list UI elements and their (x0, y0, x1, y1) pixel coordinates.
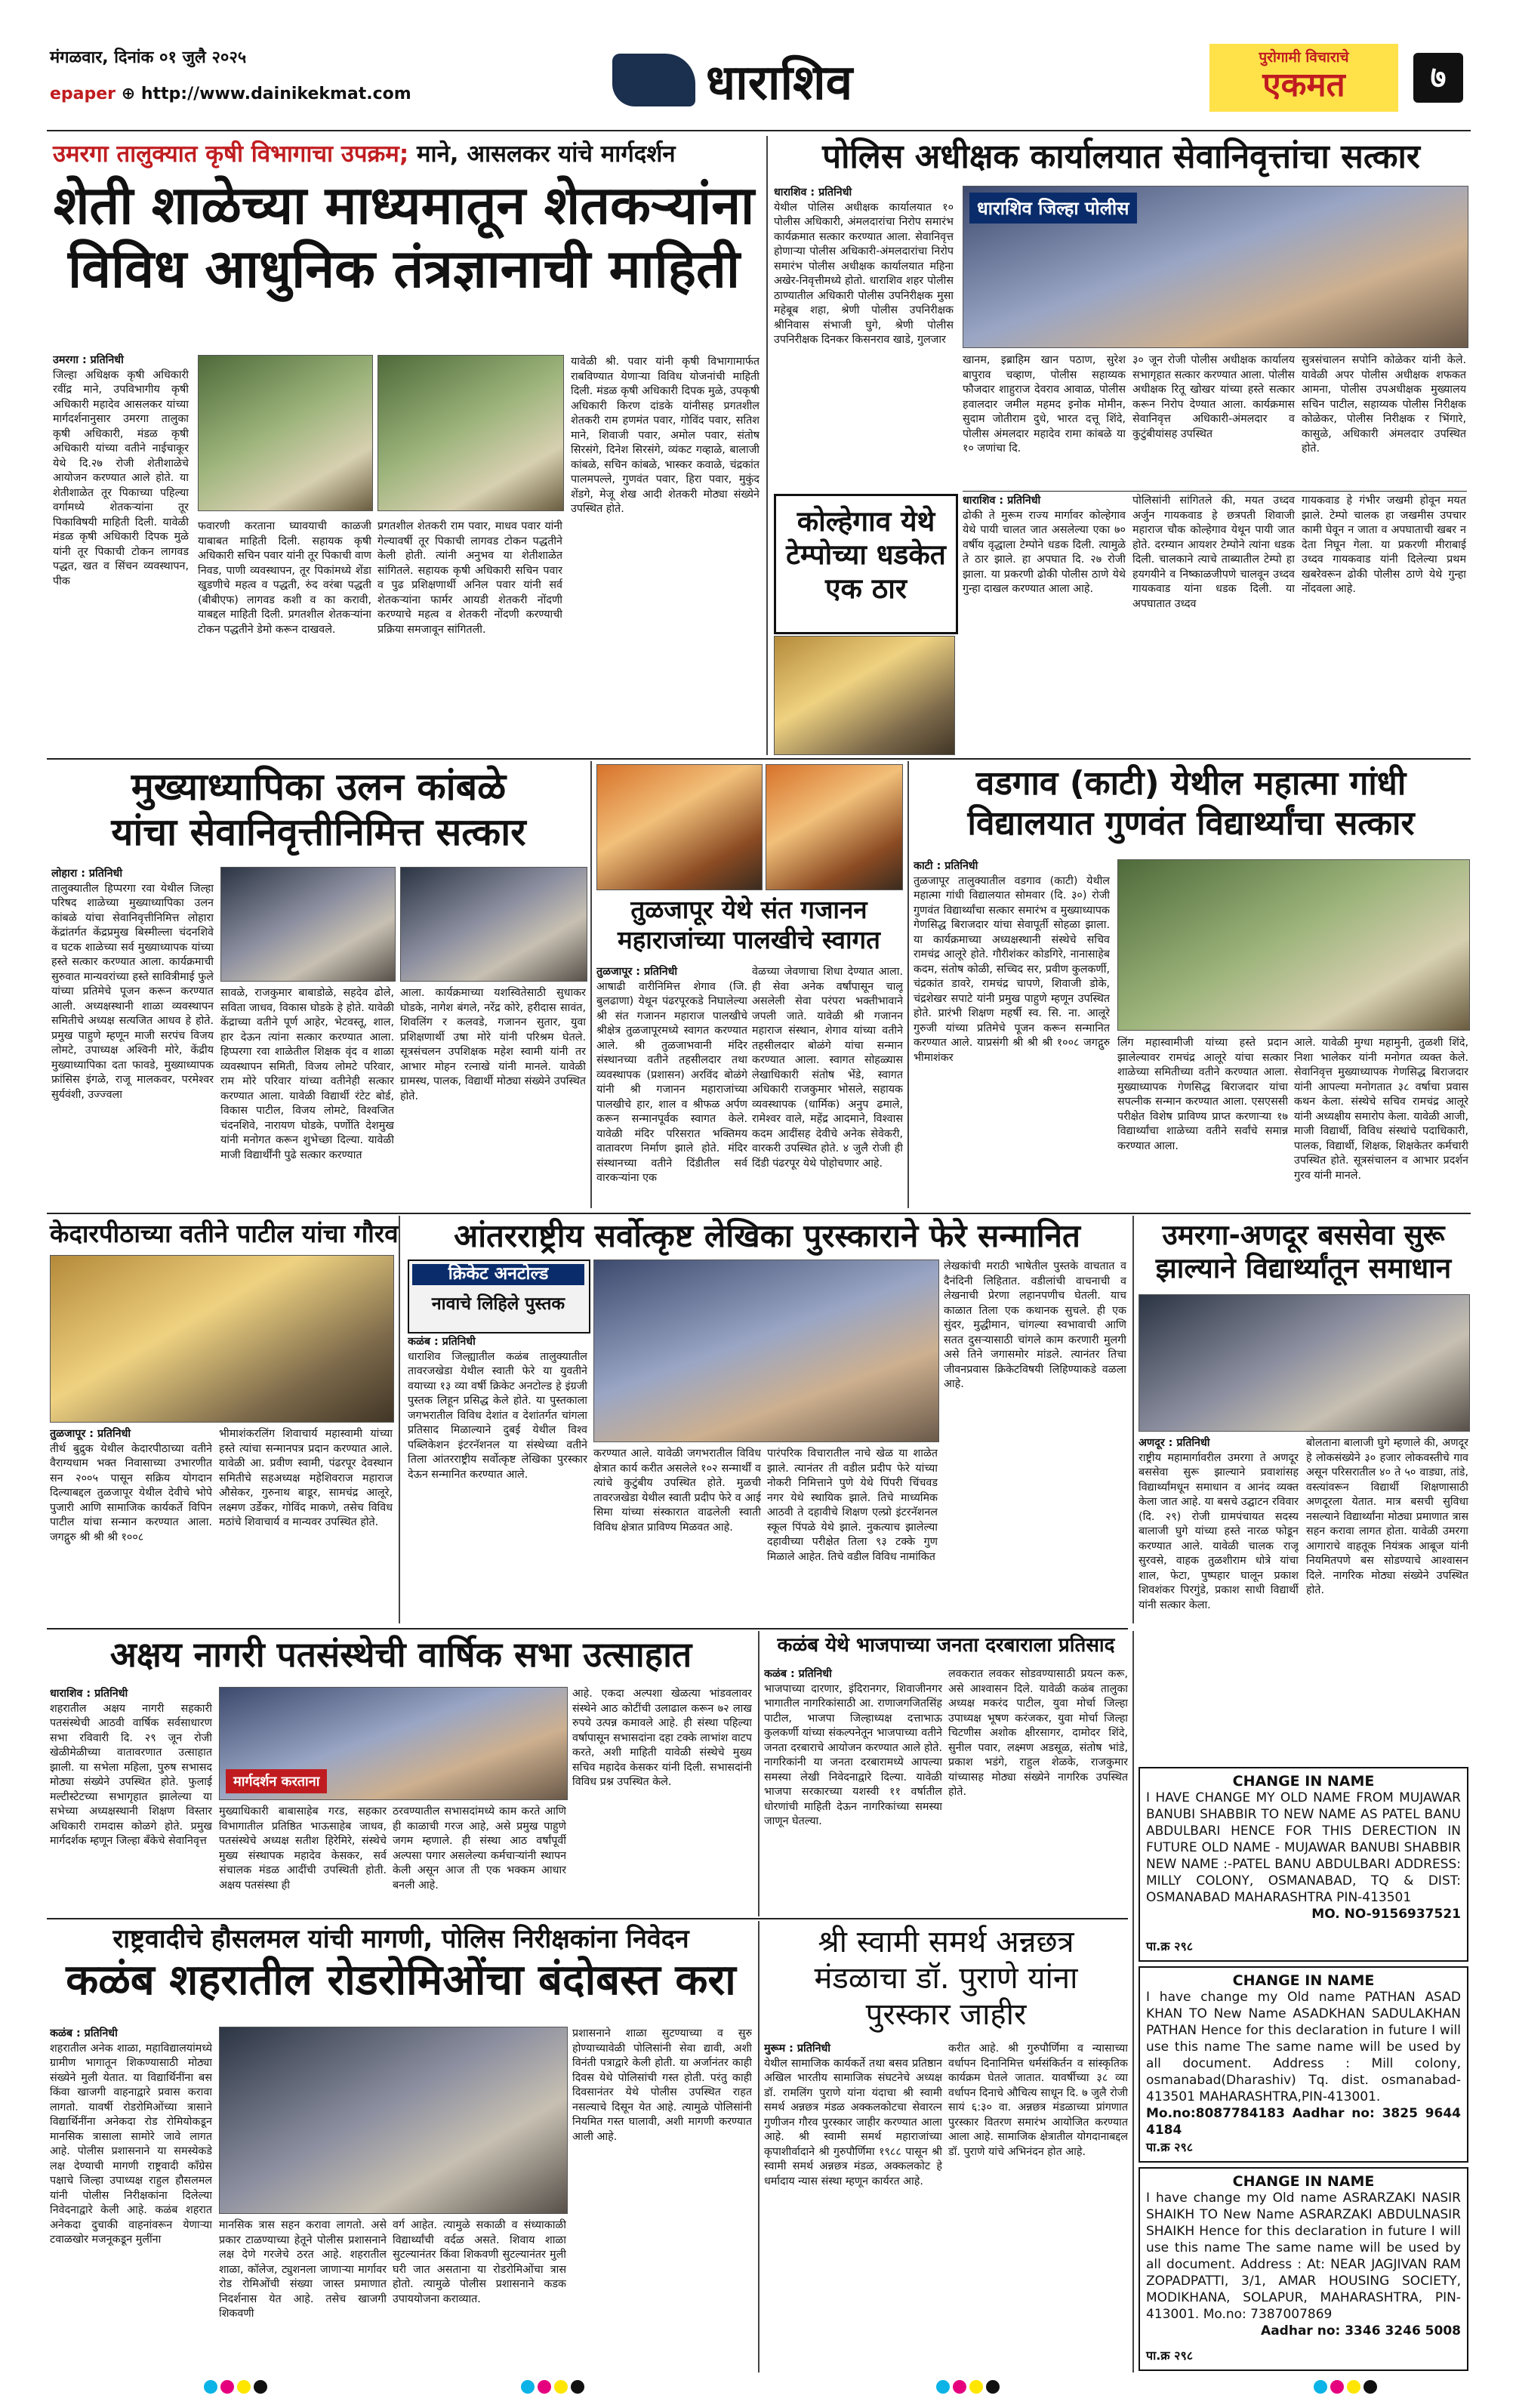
globe-icon: ⊕ (121, 85, 136, 103)
a1-headline-line2: विविध आधुनिक तंत्रज्ञानाची माहिती (67, 238, 740, 300)
a7-col2: भीमाशंकरलिंग शिवाचार्य महास्वामी यांच्या हस्ते त्यांचा सन्मानपत्र प्रदान करण्यात आले. यावेळी आ. प्रवीण स्वामी, पंढरपूर देवस्थान समितीचे सहअध्यक्ष महेशिवराज महाराज औसेकर, गुरुनाथ बाडूर, सामचंद्र आलूरे, लक्ष्मण उर्डेकर, गोविंद माकणे, तसेच विविध मठांचे शिवाचार्य व मान्यवर उपस्थित होते. (219, 1428, 393, 1528)
column-divider (766, 136, 768, 755)
a7-text: तीर्थ बुद्रुक येथील केदारपीठाच्या वतीने वैराग्यधाम भक्त निवासाच्या उभारणीत सन २००५ पासून सक्रिय योगदान दिल्याबद्दल तुळजापूर येथील देवीचे भोपे पुजारी आणि सामाजिक कार्यकर्ते विपिन पाटील यांचा सन्मान करण्यात आला. जगद्गुरु श्री श्री श्री १००८ (50, 1442, 212, 1543)
ad-3-text: I have change my Old name ASRARZAKI NASIR SHAIKH TO New Name ASRARZAKI ABDULNASIR SHAIKH Hence for this declaration in future I will use this name The same name will be used by all document. Address : At: NEAR JAGJIVAN RAM ZOPADPATTI, 3/1, AMAR HOUSING SOCIETY, MODIKHANA, SOLAPUR, MAHARASHTRA, PIN-413001. Mo.no: 7387007869 (1146, 2191, 1461, 2322)
a9-text: राष्ट्रीय महामार्गावरील उमरगा ते अणदूर बससेवा सुरू झाल्याने प्रवाशांसह विद्यार्थ्यांमधून समाधान व आनंद व्यक्त केला जात आहे. या बसचे उद्घाटन रविवार (दि. २९) रोजी ग्रामपंचायत सदस्य बालाजी घुगे यांच्या हस्ते नारळ फोडून करण्यात आले. यावेळी चालक राजू सुरवसे, वाहक तुळशीराम धोत्रे यांचा शाल, फेटा, पुष्पहार घालून प्रकाश शिवशंकर पिरगुंडे, प्रकाश साधी विद्यार्थी यांनी सत्कार केला. (1139, 1451, 1299, 1611)
epaper-label: epaper (50, 85, 116, 103)
a5-photo-2 (766, 764, 903, 890)
section-rule (47, 1628, 1128, 1629)
a6-headline-line2: विद्यालयात गुणवंत विद्यार्थ्यांचा सत्कार (967, 803, 1415, 843)
ad-1-text: I HAVE CHANGE MY OLD NAME FROM MUJAWAR BANUBI SHABBIR TO NEW NAME AS PATEL BANU ABDULBARI HENCE FOR THIS DERECTION IN FUTURE OLD NAME - MUJAWAR BANUBI SHABBIR NEW NAME :-PATEL BANU ABDULBARI ADDRESS: MILLY COLONY, OSMANABAD, TQ & DIST: OSMANABAD MAHARASHTRA PIN-413501 (1146, 1790, 1461, 1905)
a7-col1 (50, 1427, 212, 1622)
a10-byline: धाराशिव : प्रतिनिधी (50, 1688, 128, 1700)
a8-subhead-box (408, 1259, 590, 1333)
a8-col3: पारंपरिक विचारातील नाचे खेळ या शाळेत झाले. त्यानंतर ती वडील प्रदीप फेरे यांच्या नोकरी निमित्ताने पुणे येथे पिंपरी चिंचवड नगर येथे स्थायिक झाले. तिचे माध्यमिक आठवी ते दहावीचे शिक्षण एल्प्रो इंटरनॅशनल स्कूल पिंपळे येथे झाले. नुकत्याच झालेल्या दहावीच्या परीक्षेत तिला ९३ टक्के गुण मिळाले आहेत. तिचे वडील विविध नामांकित (767, 1448, 938, 1563)
a11-col1 (764, 1667, 942, 1913)
a12-col4: प्रशासनाने शाळा सुटण्याच्या व सुरु होण्याच्यावेळी पोलिसांनी सेवा द्यावी, अशी विनंती पत्राद्वारे केली होती. या अर्जानंतर काही दिवस येथे पोलिसांची गस्त होती. परंतु काही दिवसानंतर येथे पोलीस उपस्थित राहत नसल्याचे दिसून येत आहे. त्यामुळे पोलिसांनी नियमित गस्त घालावी, अशी मागणी करण्यात आली आहे. (572, 2027, 752, 2143)
a12-col3: वर्ग आहेत. त्यामुळे सकाळी व संध्याकाळी विद्यार्थ्यांची वर्दळ असते. शिवाय शाळा सुटल्यानंतर किंवा शिकवणी सुटल्यानंतर मुली घरी जात असताना या रोडरोमिओंचा त्रास होतो. त्यामुळे पोलीस प्रशासनाने कडक उपाययोजना कराव्यात. (393, 2219, 566, 2305)
a6-byline: काटी : प्रतिनिधी (914, 860, 978, 872)
a6-text: तुळजापूर तालुक्यातील वडगाव (काटी) येथील महात्मा गांधी विद्यालयात सोमवार (दि. ३०) रोजी गुणवंत विद्यार्थ्यांचा सत्कार समारंभ व मुख्याध्यापक गेणसिद्ध बिराजदार यांचा सेवापूर्ती सोहळा झाला. या कार्यक्रमाच्या अध्यक्षस्थानी संस्थेचे सचिव रामचंद्र आलूरे होते. गौरीशंकर कोडगिरे, नानासाहेब कदम, संतोष कोळी, सच्चिद सर, प्रवीण कुलकर्णी, चंद्रकांत डावरे, रामचंद्र चापणे, शिवाजी डोके, चंद्रशेखर सपाटे यांनी प्रमुख पाहुणे म्हणून उपस्थित होते. प्रारंभी शिक्षण महर्षी स्व. सि. ना. आलूरे गुरुजी यांच्या प्रतिमेचे पूजन करून सन्मानित करण्यात आले. याप्रसंगी श्री श्री श्री १००८ जगद्गुरु भीमाशंकर (914, 874, 1110, 1064)
a9-col2: बोलताना बालाजी घुगे म्हणाले की, अणदूर हे लोकसंख्येने ३० हजार लोकवस्तीचे गाव असून परिसरातील ४० ते ५० वाड्या, तांडे, वस्त्यांवरून विद्यार्थी शिक्षणासाठी अणदूरला येतात. मात्र बसची सुविधा नसल्याने विद्यार्थ्यांना मोठ्या प्रमाणात त्रास सहन करावा लागत होता. यावेळी उमरगा आगाराचे वाहतूक नियंत्रक आबूज यांनी नियमितपणे बस सोडण्याचे आश्वासन दिले. नागरिक मोठ्या संख्येने उपस्थित होते. (1306, 1437, 1468, 1596)
a8-col2: करण्यात आले. यावेळी जगभरातील विविध क्षेत्रात कार्य करीत असलेले १०२ सन्मार्थीं व त्यांचे कुटुंबीय उपस्थित होते. मुळची तावरजखेडा येथील स्वाती प्रदीप फेरे व आई सिमा यांच्या संस्कारात वाढलेली स्वाती विविध क्षेत्रात प्राविण्य मिळवत आहे. (593, 1448, 761, 1534)
a5-headline (596, 895, 901, 954)
ad-1-title: CHANGE IN NAME (1232, 1773, 1375, 1790)
a2-byline: धाराशिव : प्रतिनिधी (774, 187, 852, 199)
column-divider (590, 761, 592, 1208)
a12-headline (50, 1924, 752, 2006)
a9-byline: अणदूर : प्रतिनिधी (1139, 1437, 1210, 1449)
a10-col1 (50, 1687, 212, 1913)
a13-headline-line3: पुरस्कार जाहीर (865, 1997, 1027, 2032)
section-rule (47, 1918, 1128, 1919)
ad-2-reg: पा.क्र २९८ (1146, 2140, 1194, 2154)
a2-photo-caption: धाराशिव जिल्हा पोलीस (969, 193, 1137, 224)
a13-col1 (764, 2042, 942, 2370)
page-number: ७ (1413, 53, 1463, 103)
ad-3-contact: Aadhar no: 3346 3246 5008 (1261, 2323, 1461, 2339)
a10-col4: आहे. एकदा अल्पशा खेळत्या भांडवलावर संस्थेने आठ कोटींची उलाढाल करून ७२ लाख रुपये उत्पन्न कमावले आहे. ही संस्था पहिल्या वर्षापासून सभासदांना दहा टक्के लाभांश वाटप करते, अशी माहिती यावेळी संस्थेचे मुख्य सचिव महादेव केसकर यांनी दिली. सभासदांनी विविध प्रश्न उपस्थित केले. (572, 1688, 752, 1788)
a1-col1 (53, 353, 189, 754)
a3-col3: गायकवाड हे गंभीर जखमी होवून मयत झाले. टेम्पो चालक हा जखमीस उपचार कामी घेवून न जाता व अपघाताची खबर न देता निघून गेला. या प्रकरणी मीराबाई उध्दव गायकवाड यांनी दिलेल्या प्रथम खबरेवरून ढोकी पोलीस ठाणे येथे गुन्हा नोंदवला आहे. (1302, 495, 1466, 595)
ad-1-contact: MO. NO-9156937521 (1311, 1907, 1461, 1922)
column-divider (1132, 1631, 1134, 2373)
issue-date: मंगळवार, दिनांक ०१ जुलै २०२५ (50, 48, 247, 67)
a1-byline: उमरगा : प्रतिनिधी (53, 354, 124, 366)
a12-byline: कळंब : प्रतिनिधी (50, 2027, 118, 2040)
ad-2-title: CHANGE IN NAME (1232, 1972, 1375, 1989)
ad-2 (1139, 1966, 1468, 2163)
a9-col1 (1139, 1436, 1299, 1761)
a3-col2: पोलिसांनी सांगितले की, मयत उध्दव अर्जुन गायकवाड हे छत्रपती शिवाजी महाराज चौक कोल्हेगाव येथून पायी जात होते. दरम्यान आयशर टेम्पोने त्यांना धडक दिली. चालकाने त्याचे ताब्यातील टेम्पो हा हयगयीने व निष्काळजीपणे चालवून उध्दव गायकवाड यांना धडक दिली. या अपघातात उध्दव (1132, 495, 1295, 610)
a1-kicker-text: माने, आसलकर यांचे मार्गदर्शन (408, 140, 676, 168)
a9-photo (1139, 1294, 1470, 1432)
a13-headline (764, 1924, 1128, 2033)
a8-byline: कळंब : प्रतिनिधी (408, 1336, 476, 1348)
masthead (574, 47, 891, 113)
a13-col2: करीत आहे. श्री गुरुपौर्णिमा व न्यासाच्या वर्धापन दिनानिमित्त धर्मसंकिर्तन व सांस्कृतिक कार्यक्रम घेतले जातात. यावर्षीच्या ३८ व्या वर्धापन दिनाचे औचित्य साधून दि. ७ जुलै रोजी सायं ६:३० वा. अन्नछत्र मंडळाच्या प्रांगणात पुरस्कार वितरण समारंभ आयोजित करण्यात आला आहे. सामाजिक क्षेत्रातील योगदानाबद्दल डॉ. पुराणे यांचे अभिनंदन होत आहे. (948, 2043, 1128, 2158)
a1-col4: यावेळी श्री. पवार यांनी कृषी विभागामार्फत राबविण्यात येणाऱ्या विविध योजनांची माहिती दिली. मंडळ कृषी अधिकारी दिपक मुळे, उपकृषी अधिकारी किरण दांडके यांनीसह प्रगतशील शेतकरी राम हणमंत पवार, गोविंद पवार, सतिश माने, शिवाजी पवार, अमोल पवार, संतोष सिरसंगे, दिनेश सिरसंगे, व्यंकट गव्हाळे, बालाजी कांबळे, सचिन कांबळे, भास्कर कवाळे, चंद्रकांत पालमपल्ले, गुणवंत पवार, हिरा पवार, मुकुंद शेंडगे, मेजू शेख आदी शेतकरी मोठ्या संख्येने उपस्थित होते. (571, 356, 760, 515)
a11-col2: लवकरात लवकर सोडवण्यासाठी प्रयत्न करू, असे आश्वासन दिले. यावेळी कळंब तालुका अध्यक्ष मकरंद पाटील, युवा मोर्चा जिल्हा उपाध्यक्ष भूषण करंजकर, युवा मोर्चा जिल्हा चिटणीस अशोक क्षीरसागर, दामोदर शिंदे, सुनील पवार, लक्ष्मण अडसूळ, संतोष भांडे, प्रकाश भडंगे, राहुल शेळके, राजकुमार यांच्यासह मोठ्या संख्येने नागरिक उपस्थित होते. (948, 1668, 1128, 1798)
a3-headline-box (774, 494, 958, 634)
color-registration-marks (521, 2380, 584, 2394)
color-registration-marks (936, 2380, 1000, 2394)
a11-headline: कळंब येथे भाजपाच्या जनता दरबाराला प्रतिसाद (777, 1634, 1115, 1657)
a1-photo-1 (198, 355, 373, 511)
a2-col3: ३० जून रोजी पोलीस अधीक्षक कार्यालय सभागृहात सत्कार करण्यात आला. पोलीस अधीक्षक रितू खोखर यांच्या हस्ते सत्कार करून निरोप देण्यात आला. कार्यक्रमास सेवानिवृत्त अधिकारी-अंमलदार व कुटुंबीयांसह उपस्थित (1132, 354, 1295, 440)
a12-col2: मानसिक त्रास सहन करावा लागतो. असे प्रकार टाळण्याच्या हेतूने पोलीस प्रशासनाने लक्ष देणे गरजेचे ठरत आहे. शहरातील शाळा, कॉलेज, ट्युशनला जाणाऱ्या मार्गावर रोड रोमिओंची संख्या जास्त प्रमाणात निदर्शनास येत आहे. तसेच खाजगी शिकवणी (219, 2219, 387, 2320)
a5-photo-1 (596, 764, 763, 890)
a12-headline-line2: कळंब शहरातील रोडरोमिओंचा बंदोबस्त करा (66, 1955, 736, 2005)
a5-col2: वेळच्या जेवणाचा शिधा देण्यात आला. ही सेवा अनेक वर्षांपासून चालू असलेली सेवा परंपरा भक्तीभावाने जपली जाते. यावेळी श्री गजानन महाराज संस्थान, शेगाव यांच्या वतीने तहसीलदार बोळंगे यांचा सन्मान करण्यात आला. स्वागत सोहळ्यास लेखाधिकारी संतोष भेंडे, स्वागत अधिकारी राजकुमार भोसले, सहायक व्यवस्थापक (धार्मिक) अनुप ढमाले, रामेश्वर वाले, महेंद्र आदमाने, विश्वास कदम आदींसह देवीचे अनेक सेवेकरी, वारकरी उपस्थित होते. ४ जुलै रोजी ही दिंडी पंढरपूर येथे पोहोचणार आहे. (752, 966, 903, 1170)
epaper-link[interactable] (50, 85, 411, 103)
masthead-bar (0, 0, 1516, 127)
color-registration-marks (1314, 2380, 1377, 2394)
a4-byline: लोहारा : प्रतिनिधी (51, 868, 123, 880)
ad-3 (1139, 2167, 1468, 2371)
color-registration-marks (204, 2380, 267, 2394)
a1-kicker-red: उमरगा तालुक्यात कृषी विभागाचा उपक्रम; (53, 140, 409, 168)
a5-headline-line2: महाराजांच्या पालखीचे स्वागत (618, 924, 880, 954)
a6-photo (1117, 859, 1470, 1031)
ad-2-text: I have change my Old name PATHAN ASAD KHAN TO New Name ASADKHAN SADULAKHAN PATHAN Hence for this declaration in future I will use this name The same name will be used by all document. Address : Mill colony, osmanabad(Dharashiv) Tq. dist. osmanabad-413501 MAHARASHTRA,PIN-413001. (1146, 1990, 1461, 2104)
a9-headline-line2: झाल्याने विद्यार्थ्यांतून समाधान (1155, 1252, 1452, 1285)
a6-col3: आले. यावेळी मुग्धा महामुनी, तुळशी शिंदे, निशा भालेकर यांनी मनोगत व्यक्त केले. सेवानिवृत्त मुख्याध्यापक गेणसिद्ध बिराजदार यांनी आपल्या मनोगतात ३८ वर्षाचा प्रवास कथन केला. संस्थेचे सचिव रामचंद्र आलूरे यांनी अध्यक्षीय समारोप केला. यावेळी आजी, माजी विद्यार्थी, विविध संस्थांचे पदाधिकारी, पालक, विद्यार्थी, शिक्षक, शिक्षकेतर कर्मचारी उपस्थित होते. सूत्रसंचालन व आभार प्रदर्शन गुरव यांनी मानले. (1294, 1037, 1468, 1182)
ad-2-contact: Mo.no:8087784183 Aadhar no: 3825 9644 4184 (1146, 2106, 1461, 2138)
section-rule (47, 758, 1471, 760)
a7-headline: केदारपीठाच्या वतीने पाटील यांचा गौरव (50, 1219, 399, 1248)
a5-col1 (596, 965, 747, 1207)
a3-col1 (963, 494, 1126, 752)
a9-headline-line1: उमरगा-अणदूर बससेवा सुरू (1162, 1219, 1445, 1251)
a12-photo (219, 2027, 568, 2214)
a4-headline (51, 764, 586, 855)
a6-headline (914, 764, 1468, 844)
a10-photo (219, 1687, 568, 1800)
a4-headline-line1: मुख्याध्यापिका उलन कांबळे (131, 765, 507, 809)
a8-headline: आंतरराष्ट्रीय सर्वोत्कृष्ट लेखिका पुरस्काराने फेरे सन्मानित (454, 1217, 1080, 1254)
a6-col1 (914, 859, 1110, 1207)
a8-photo (593, 1259, 939, 1442)
a1-text: जिल्हा अधिक्षक कृषी अधिकारी रवींद्र माने, उपविभागीय कृषी अधिकारी महादेव आसलकर यांच्या मार्गदर्शनानुसार उमरगा तालुका कृषी अधिकारी, मंडळ कृषी अधिकारी यांच्या वतीने नाईचाकूर येथे दि.२७ रोजी शेतीशाळेचे आयोजन करण्यात आले होते. या शेतीशाळेत तूर पिकाच्या पहिल्या वर्गामध्ये शेतकऱ्यांना तूर पिकाविषयी माहिती दिली. यावेळी मंडळ कृषी अधिकारी दिपक मुळे यांनी तूर पिकाची टोकन लागवड पद्धत, खत व सिंचन व्यवस्थापन, पीक (53, 368, 189, 587)
a8-col4: लेखकांची मराठी भाषेतील पुस्तके वाचतात व दैनंदिनी लिहितात. वडीलांची वाचनाची व लेखनाची प्रेरणा लहानपणीच घेतली. याच काळात तिला एक कथानक सुचले. ही एक सुंदर, मुद्धीमान, चांगल्या स्वभावाची आणि सतत दुसऱ्यासाठी चांगले काम करणारी मुलगी असे तिने जगासमोर मांडले. त्यानंतर तिचा जीवनप्रवास क्रिकेटविषयी लिहिण्याकडे वळला आहे. (944, 1260, 1126, 1390)
site-url[interactable]: http://www.dainikekmat.com (140, 85, 411, 103)
column-divider (758, 1921, 760, 2373)
a2-col4: सुत्रसंचालन सपोनि कोळेकर यांनी केले. यावेळी अपर पोलीस अधीक्षक शफकत आमना, पोलीस उपअधीक्षक मुख्यालय सचिन पाटील, सहाय्यक पोलीस निरीक्षक कोळेकर, पोलीस निरीक्षक र भिंगारे, कासुळे, अधिकारी अंमलदार उपस्थित होते. (1302, 354, 1466, 455)
a1-col3: प्रगतशील शेतकरी राम पवार, माधव पवार यांनी गेल्यावर्षी तूर पिकाची लागवड टोकन पद्धतीने केली होती. त्यांनी अनुभव या शेतीशाळेत सांगितले. सहायक कृषी अधिकारी सचिन पवार व पुढ प्रशिक्षणार्थी अनिल पवार यांनी सर्व शेतकऱ्यांना फार्मर आयडी शेतकरी नोंदणी करण्याचे महत्व व शेतकरी नोंदणी करण्याची प्रक्रिया समजावून सांगितली. (377, 520, 562, 636)
a3-byline: धाराशिव : प्रतिनिधी (963, 495, 1041, 507)
a4-col2: सावळे, राजकुमार बाबाडोळे, सहदेव ढोले, सविता जाधव, विकास घोडके हे होते. यावेळी केंद्राच्या वतीने पूर्ण आहेर, भेटवस्तू, शाल, हार देऊन त्यांना सत्कार करण्यात आला. हिप्परगा रवा शाळेतील शिक्षक वृंद व शाळा व्यवस्थापन समिती, विजय लोमटे परिवार, राम मोरे परिवार यांच्या वतीनेही सत्कार करण्यात आला. यावेळी विद्यार्थी रंटेट बोर्ड, विकास पाटील, विजय लोमटे, विश्वजित चंदनशिवे, नारायण घोडके, पर्णोति देशमुख यांनी मनोगत करून शुभेच्छा दिल्या. यावेळी माजी विद्यार्थींनी पुढे सत्कार करण्यात (220, 987, 394, 1161)
a2-headline: पोलिस अधीक्षक कार्यालयात सेवानिवृत्तांचा सत्कार (822, 137, 1420, 176)
a4-headline-line2: यांचा सेवानिवृत्तीनिमित्त सत्कार (111, 810, 526, 854)
a8-subhead-2: नावाचे लिहिले पुस्तक (431, 1294, 565, 1314)
a3-photo (774, 636, 955, 755)
rule (963, 491, 1467, 492)
column-divider (399, 1216, 400, 1623)
a12-headline-line1: राष्ट्रवादीचे हौसलमल यांची मागणी, पोलिस निरीक्षकांना निवेदन (112, 1924, 689, 1954)
a11-text: भाजपाच्या दारणार, इंदिरानगर, शिवाजीनगर भागातील नागरिकांसाठी आ. राणाजगजितसिंह पाटील, भाजपा जिल्हाध्यक्ष दत्ताभाऊ कुलकर्णी यांच्या संकल्पनेतून भाजपाच्या वतीने जनता दरबाराचे आयोजन करण्यात आले होते. नागरिकांनी या जनता दरबारामध्ये आपल्या समस्या लेखी निवेदनाद्वारे दिल्या. यावेळी भाजपा सरकारच्या यशस्वी ११ वर्षातील धोरणांची माहिती देऊन नागरिकांच्या समस्या जाणून घेतल्या. (764, 1682, 942, 1827)
a6-col2: लिंग महास्वामीजी यांच्या हस्ते प्रदान झालेल्यावर रामचंद्र आलूरे यांचा सत्कार शाळेच्या समितीच्या वतीने करण्यात आला. मुख्याध्यापक गेणसिद्ध बिराजदार यांचा सपत्नीक सन्मान करण्यात आला. एसएससी परीक्षेत विशेष प्राविण्य प्राप्त करणाऱ्या १७ विद्यार्थ्यांचा शाळेच्या वतीने सर्वांचे समान्न करण्यात आला. (1117, 1037, 1288, 1152)
column-divider (907, 761, 909, 1208)
a10-photo-caption: मार्गदर्शन करताना (226, 1769, 327, 1793)
a5-headline-line1: तुळजापूर येथे संत गजानन (630, 895, 867, 924)
a3-headline: कोल्हेगाव येथे टेम्पोच्या धडकेत एक ठार (786, 505, 946, 605)
a1-col2: फवारणी करताना घ्यावयाची काळजी याबाबत माहिती दिली. सहायक कृषी अधिकारी सचिन पवार यांनी तूर पिकाची वाण निवड, पाणी व्यवस्थापन, तूर पिकांमध्ये शेंडा खुडणीचे महत्व व पद्धती, रुंद वरंबा पद्धती (बीबीएफ) लागवड कशी व का करावी, याबद्दल माहिती दिली. प्रगतशील शेतकऱ्यांना टोकन पद्धतीने डेमो करून दाखवले. (198, 520, 371, 636)
a1-photo-2 (377, 355, 564, 511)
a12-text: शहरातील अनेक शाळा, महाविद्यालयांमध्ये ग्रामीण भागातून शिकण्यासाठी मोठ्या संख्येने मुली येतात. या विद्यार्थिनींना बस किंवा खाजगी वाहनाद्वारे प्रवास करावा लागतो. यावर्षी रोडरोमिओंच्या त्रासाने विद्यार्थिनींना अनेकदा रोड रोमियोकडून मानसिक त्रासाला सामोरे जावे लागत आहे. पोलीस प्रशासनाने या समस्येकडे लक्ष देण्याची मागणी राष्ट्रवादी काँग्रेस पक्षाचे जिल्हा उपाध्यक्ष राहुल हौसलमल यांनी पोलीस निरीक्षकांना दिलेल्या निवेदनाद्वारे केली आहे. कळंब शहरात अनेकदा दुचाकी वाहनांवरून येणाऱ्या टवाळखोर मजनूकडून मुलींना (50, 2042, 212, 2246)
ad-3-reg: पा.क्र २९८ (1146, 2348, 1194, 2363)
a2-col1 (774, 186, 954, 484)
ad-1-reg: पा.क्र २९८ (1146, 1939, 1194, 1953)
a4-photo-1 (220, 867, 396, 982)
a2-col2: खानम, इब्राहिम खान पठाण, सुरेश बापुराव चव्हाण, पोलीस सहाय्यक फौजदार शाहुराज देवराव आवाळ, पोलीस हवालदार जमील महमद इनोक मोमीन, सुदाम जोतीराम दुधे, भारत दत्तू शिंदे, पोलीस अंमलदार महादेव रामा कांबळे या १० जणांचा दि. (963, 354, 1126, 455)
ad-1 (1139, 1767, 1468, 1962)
a6-headline-line1: वडगाव (काटी) येथील महात्मा गांधी (975, 764, 1407, 803)
a12-col1 (50, 2027, 212, 2370)
a8-col1 (408, 1335, 587, 1622)
a11-byline: कळंब : प्रतिनिधी (764, 1668, 832, 1680)
a10-text: शहरातील अक्षय नागरी सहकारी पतसंस्थेची आठवी वार्षिक सर्वसाधारण सभा रविवारी दि. २९ जून रोजी खेळीमेळीच्या वातावरणात उत्साहात झाली. या सभेला महिला, पुरुष सभासद मोठ्या संख्येने उपस्थित होते. फुलाई मल्टीस्टेटच्या सभागृहात झालेल्या या सभेच्या अध्यक्षस्थानी शिक्षण विस्तार अधिकारी रामदास कोळगे होते. प्रमुख मार्गदर्शक म्हणून जिल्हा बँकेचे सेवानिवृत्त (50, 1702, 212, 1847)
a2-photo (963, 186, 1468, 348)
header-rule (47, 130, 1471, 131)
column-divider (758, 1631, 760, 1916)
a10-col3: ठरवण्यातील सभासदांमध्ये काम करते आणि ही काळाची गरज आहे, असे प्रमुख पाहुणे जगम म्हणाले. ही संस्था आठ वर्षांपूर्वी अल्पसा पगार असलेल्या कर्मचाऱ्यांनी स्थापन केली असून आज ती एक भक्कम आधार बनली आहे. (393, 1805, 566, 1892)
column-divider (1132, 1216, 1134, 1623)
a7-photo (50, 1255, 394, 1423)
ad-3-title: CHANGE IN NAME (1232, 2173, 1375, 2190)
brand-tagline: पुरोगामी विचाराचे (1259, 49, 1349, 66)
a4-text: तालुक्यातील हिप्परगा रवा येथील जिल्हा परिषद शाळेच्या मुख्याध्यापिका उलन कांबळे यांचा सेवानिवृत्तीनिमित्त लोहारा केंद्रांतर्गत केंद्रप्रमुख बिस्मील्ला चंदनशिवे व घटक शाळेच्या सर्व मुख्याध्यापक यांच्या हस्ते सत्कार करण्यात आला. कार्यक्रमाची सुरुवात मान्यवरांच्या हस्ते सावित्रीमाई फुले यांच्या प्रतिमेचे पूजन करून करण्यात आली. अध्यक्षस्थानी शाळा व्यवस्थापन समितीचे अध्यक्ष सत्यजित आधव हे होते. प्रमुख पाहुणे म्हणून माजी सरपंच विजय लोमटे, उपाध्यक्ष अश्विनी मोरे, केंद्रीय मुख्याध्यापिका दता फावडे, मुख्याध्यापक फ्रांसिस इंगळे, राजू मालकवर, परमेश्वर सुर्यवंशी, उज्ज्वला (51, 882, 214, 1101)
a13-byline: मुरूम : प्रतिनिधी (764, 2043, 830, 2055)
a2-text: येथील पोलिस अधीक्षक कार्यालयात १० पोलीस अधिकारी, अंमलदारांचा निरोप समारंभ कार्यक्रमात सत्कार करण्यात आला. सेवानिवृत्त होणाऱ्या पोलीस अधिकारी-अंमलदारांचा निरोप समारंभ पोलीस अधीक्षक कार्यालयात महिना अखेर-निवृत्तीमध्ये होतो. धाराशिव शहर पोलीस ठाण्यातील अधिकारी पोलीस उपनिरीक्षक मुसा महेबूब शहा, श्रेणी पोलीस उपनिरीक्षक श्रीनिवास संभाजी घुगे, श्रेणी पोलीस उपनिरीक्षक दिनकर किसनराव खाडे, गुलजार (774, 201, 954, 346)
a9-headline (1139, 1219, 1468, 1286)
a13-text: येथील सामाजिक कार्यकर्ते तथा बसव प्रतिष्ठान अखिल भारतीय सामाजिक संघटनेचे अध्यक्ष डॉ. रामलिंग पुराणे यांना यंदाचा श्री स्वामी समर्थ अन्नछत्र मंडळ अक्कलकोटचा सेवारत्न गुणीजन गौरव पुरस्कार जाहीर करण्यात आला आहे. श्री स्वामी समर्थ महाराजांच्या कृपाशीर्वादाने श्री गुरुपौर्णिमा १९८८ पासून श्री स्वामी समर्थ अन्नछत्र मंडळ, अक्कलकोट हे धर्मादाय न्यास संस्था म्हणून कार्यरत आहे. (764, 2057, 942, 2188)
brand-logo (1209, 44, 1398, 112)
a13-headline-line1: श्री स्वामी समर्थ अन्नछत्र (818, 1925, 1074, 1959)
a10-col2: मुख्याधिकारी बाबासाहेब गरड, सहकार विभागातील प्रतिष्ठित भाऊसाहेब जाधव, पतसंस्थेचे अध्यक्ष सतीश हिरेमिरे, संस्थेचे मुख्य संस्थापक महादेव केसकर, सर्व संचालक मंडळ आदींची उपस्थिती होती. अक्षय पतसंस्था ही (219, 1805, 387, 1892)
a10-headline: अक्षय नागरी पतसंस्थेची वार्षिक सभा उत्साहात (109, 1634, 692, 1675)
a1-headline (53, 174, 755, 301)
bull-logo-icon (612, 54, 695, 106)
a4-photo-2 (400, 867, 587, 982)
section-rule (47, 1213, 1471, 1214)
a4-col3: आला. कार्यक्रमाच्या यशस्वितेसाठी सुधाकर घोडके, नागेश बंगले, नरेंद्र कोरे, हरीदास सावंत, शिवलिंग र कलवडे, गजानन सुतार, युवा प्रशिक्षणार्थी उषा मोरे यांनी परिश्रम घेतले. सूत्रसंचलन उपशिक्षक महेश स्वामी यांनी तर आभार मोहन रत्नाखे यांनी मानले. यावेळी ग्रामस्थ, पालक, विद्यार्थी मोठ्या संख्येने उपस्थित होते. (400, 987, 586, 1102)
a8-subhead-1: क्रिकेट अनटोल्ड (412, 1264, 584, 1285)
masthead-title: धाराशिव (705, 54, 853, 111)
a7-byline: तुळजापूर : प्रतिनिधी (50, 1428, 131, 1440)
a5-text: आषाढी वारीनिमित्त शेगाव (जि. बुलढाणा) येथून पंढरपूरकडे निघालेल्या श्री संत गजानन महाराज पालखीचे श्रीक्षेत्र तुळजापूरमध्ये स्वागत करण्यात आले. श्री तुळजाभवानी मंदिर संस्थानच्या वतीने तहसीलदार तथा व्यवस्थापक (प्रशासन) अरविंद बोळंगे यांनी श्री गजानन महाराजांच्या पालखीचे हार, शाल व श्रीफळ अर्पण करून सन्मानपूर्वक स्वागत केले. यावेळी मंदिर परिसरात भक्तिमय वातावरण निर्माण झाले होते. मंदिर संस्थानच्या वतीने दिंडीतील सर्व वारकऱ्यांना एक (596, 980, 747, 1184)
brand-name: एकमत (1262, 66, 1345, 104)
a3-text: ढोकी ते मुरूम राज्य मार्गावर कोल्हेगाव येथे पायी चालत जात असलेल्या एका ७० वर्षीय वृद्धाला टेम्पोने धडक दिली. त्यामुळे ते ठार झाले. हा अपघात दि. २७ रोजी झाला. या प्रकरणी ढोकी पोलीस ठाणे येथे गुन्हा दाखल करण्यात आला आहे. (963, 509, 1126, 595)
a1-kicker (53, 137, 763, 169)
a8-text: धाराशिव जिल्ह्यातील कळंब तालुक्यातील तावरजखेडा येथील स्वाती फेरे या युवतीने वयाच्या १३ व्या वर्षी क्रिकेट अनटोल्ड हे इंग्रजी पुस्तक लिहून प्रसिद्ध केले होते. या पुस्तकाला जगभरातील विविध देशांत व देशांतर्गत चांगला प्रतिसाद मिळाल्याने दुबई येथील विश्व पब्लिकेशन इंटरनॅशनल या संस्थेच्या वतीने तिला आंतरराष्ट्रीय सर्वोत्कृष्ट लेखिका पुरस्कार देऊन सन्मानित करण्यात आले. (408, 1350, 587, 1481)
a1-headline-line1: शेती शाळेच्या माध्यमातून शेतकऱ्यांना (53, 174, 755, 236)
a13-headline-line2: मंडळाचा डॉ. पुराणे यांना (814, 1961, 1078, 1996)
a5-byline: तुळजापूर : प्रतिनिधी (596, 966, 678, 978)
a4-col1 (51, 867, 214, 1207)
